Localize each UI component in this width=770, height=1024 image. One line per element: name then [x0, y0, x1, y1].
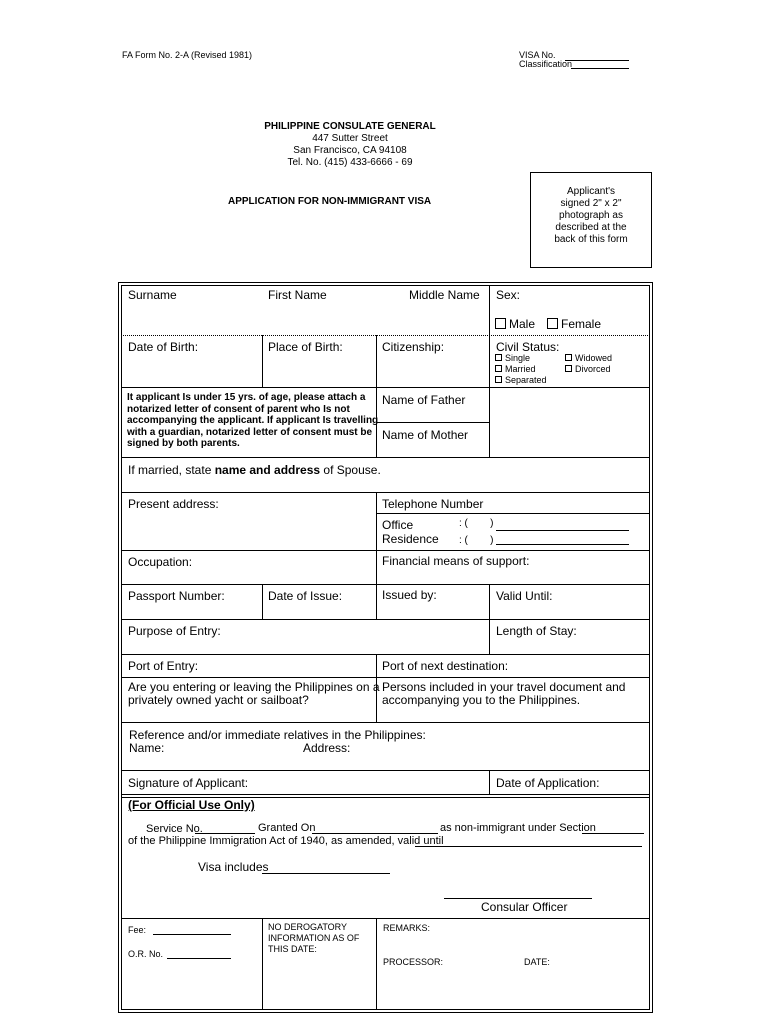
act-label: of the Philippine Immigration Act of 1940, as amended, valid until — [128, 835, 444, 847]
col-divider — [376, 492, 377, 584]
widowed-checkbox[interactable] — [565, 354, 572, 361]
no-derog-line: THIS DATE: — [268, 944, 317, 954]
minor-note-line: notarized letter of consent of parent who Is not — [127, 403, 350, 415]
col-divider — [489, 584, 490, 654]
ref-name-label: Name: — [129, 741, 165, 755]
male-option[interactable] — [495, 317, 535, 331]
row-divider — [121, 335, 650, 336]
row-divider — [121, 584, 650, 585]
no-derog-line: INFORMATION AS OF — [268, 933, 360, 943]
mother-label: Name of Mother — [382, 428, 469, 442]
photo-text-4: described at the — [555, 222, 627, 233]
married-option[interactable] — [495, 364, 536, 374]
row-divider — [121, 677, 650, 678]
col-divider — [262, 335, 263, 387]
no-derog-line: NO DEROGATORY — [268, 922, 348, 932]
ref-address-label: Address: — [303, 741, 351, 755]
civil-status-label: Civil Status: — [496, 340, 560, 354]
classification-line[interactable] — [571, 68, 629, 69]
telephone-label: Telephone Number — [382, 497, 484, 511]
minor-note-line: with a guardian, notarized letter of consent must be — [127, 426, 373, 438]
row-divider — [121, 387, 650, 388]
col-divider — [262, 584, 263, 619]
col-divider — [489, 387, 490, 457]
office-phone-line[interactable] — [496, 530, 629, 531]
classification-label: Classification — [519, 59, 573, 69]
married-label: Married — [505, 364, 536, 374]
minor-note-line: signed by both parents. — [127, 438, 240, 449]
form-number: FA Form No. 2-A (Revised 1981) — [122, 50, 253, 60]
spouse-label — [128, 463, 381, 477]
date-issue-label: Date of Issue: — [268, 589, 343, 603]
separated-option[interactable] — [495, 375, 547, 385]
port-next-label: Port of next destination: — [382, 659, 509, 673]
processor-label: PROCESSOR: — [383, 957, 444, 967]
valid-until-label: Valid Until: — [496, 589, 553, 603]
row-divider — [121, 492, 650, 493]
financial-label: Financial means of support: — [382, 554, 530, 568]
no-derogatory-note — [268, 922, 359, 955]
father-label: Name of Father — [382, 393, 466, 407]
divorced-checkbox[interactable] — [565, 365, 572, 372]
minor-consent-note — [127, 392, 378, 450]
minor-note-line: accompanying the applicant. If applicant Is travelling — [127, 415, 379, 426]
single-label: Single — [505, 353, 531, 363]
remarks-label: REMARKS: — [383, 923, 431, 933]
purpose-label: Purpose of Entry: — [128, 624, 221, 638]
row-divider — [121, 654, 650, 655]
persons-question — [382, 681, 625, 707]
consulate-city: San Francisco, CA 94108 — [293, 145, 407, 156]
date-application-label: Date of Application: — [496, 776, 600, 790]
surname-label: Surname — [128, 288, 177, 302]
photo-text-1: Applicant's — [566, 186, 616, 197]
col-divider — [376, 918, 377, 1010]
widowed-label: Widowed — [575, 353, 613, 363]
male-checkbox[interactable] — [495, 318, 506, 329]
married-checkbox[interactable] — [495, 365, 502, 372]
row-divider — [121, 918, 650, 919]
section-line[interactable] — [582, 833, 644, 834]
visa-no-line[interactable] — [565, 60, 629, 61]
col-divider — [376, 584, 377, 619]
col-divider — [489, 285, 490, 387]
row-divider — [121, 770, 650, 771]
sex-label: Sex: — [496, 288, 521, 302]
separated-checkbox[interactable] — [495, 376, 502, 383]
signature-label: Signature of Applicant: — [128, 776, 249, 790]
fee-line[interactable] — [153, 934, 231, 935]
service-no-label: Service No. — [146, 823, 203, 835]
fee-label: Fee: — [128, 925, 147, 935]
residence-paren: : ( ) — [459, 535, 494, 546]
female-checkbox[interactable] — [547, 318, 558, 329]
valid-until-line[interactable] — [415, 846, 642, 847]
consulate-street: 447 Sutter Street — [312, 133, 388, 144]
visa-includes-label: Visa includes — [198, 860, 269, 874]
divorced-option[interactable] — [565, 364, 611, 374]
photo-text-5: back of this form — [554, 234, 628, 245]
granted-on-label: Granted On — [258, 822, 316, 834]
citizenship-label: Citizenship: — [382, 340, 445, 354]
consular-officer-line[interactable] — [444, 898, 592, 899]
visa-no-label: VISA No. — [519, 50, 556, 60]
visa-includes-line[interactable] — [262, 873, 390, 874]
or-no-label: O.R. No. — [128, 949, 164, 959]
service-no-line[interactable] — [195, 833, 255, 834]
dob-label: Date of Birth: — [128, 340, 199, 354]
spouse-text: If married, state — [128, 463, 215, 477]
first-name-label: First Name — [268, 288, 327, 302]
row-divider — [121, 550, 650, 551]
single-option[interactable] — [495, 353, 530, 363]
col-divider — [262, 918, 263, 1010]
form-title: APPLICATION FOR NON-IMMIGRANT VISA — [228, 196, 432, 207]
persons-line: accompanying you to the Philippines. — [382, 693, 581, 707]
consular-officer-label: Consular Officer — [481, 900, 568, 914]
col-divider — [376, 335, 377, 387]
male-label: Male — [509, 317, 536, 331]
or-no-line[interactable] — [167, 958, 231, 959]
passport-label: Passport Number: — [128, 589, 225, 603]
spouse-text: of Spouse. — [320, 463, 381, 477]
pob-label: Place of Birth: — [268, 340, 343, 354]
office-paren: : ( ) — [459, 518, 494, 529]
divorced-label: Divorced — [575, 364, 611, 374]
row-divider — [121, 722, 650, 723]
widowed-option[interactable] — [565, 353, 612, 363]
office-label: Office — [382, 518, 414, 532]
photo-text-3: photograph as — [559, 210, 623, 221]
row-divider — [121, 794, 650, 795]
single-checkbox[interactable] — [495, 354, 502, 361]
col-divider — [489, 770, 490, 794]
issued-by-label: Issued by: — [382, 588, 437, 602]
occupation-label: Occupation: — [128, 555, 193, 569]
female-label: Female — [561, 317, 602, 331]
residence-phone-line[interactable] — [496, 544, 629, 545]
as-non-immigrant-label: as non-immigrant under Section — [440, 822, 596, 834]
photo-text-2: signed 2" x 2" — [560, 198, 622, 209]
residence-label: Residence — [382, 532, 439, 546]
date-label: DATE: — [524, 957, 550, 967]
yacht-line: privately owned yacht or sailboat? — [128, 693, 309, 707]
photo-box — [530, 172, 652, 268]
length-stay-label: Length of Stay: — [496, 624, 577, 638]
row-divider — [121, 457, 650, 458]
minor-note-line: It applicant Is under 15 yrs. of age, please attach a — [127, 392, 366, 403]
reference-label: Reference and/or immediate relatives in the Philippines: — [129, 728, 426, 742]
official-use-heading: (For Official Use Only) — [128, 798, 255, 812]
yacht-question — [128, 681, 380, 707]
spouse-text-bold: name and address — [214, 463, 321, 477]
port-entry-label: Port of Entry: — [128, 659, 199, 673]
row-divider — [376, 422, 489, 423]
yacht-line: Are you entering or leaving the Philippines on a — [128, 680, 380, 694]
female-option[interactable] — [547, 317, 601, 331]
row-divider — [376, 513, 650, 514]
consulate-name: PHILIPPINE CONSULATE GENERAL — [264, 121, 436, 132]
row-divider — [121, 619, 650, 620]
consulate-tel: Tel. No. (415) 433-6666 - 69 — [287, 157, 413, 168]
separated-label: Separated — [505, 375, 547, 385]
granted-on-line[interactable] — [312, 833, 438, 834]
persons-line: Persons included in your travel document and — [382, 680, 626, 694]
middle-name-label: Middle Name — [409, 288, 480, 302]
present-address-label: Present address: — [128, 497, 219, 511]
